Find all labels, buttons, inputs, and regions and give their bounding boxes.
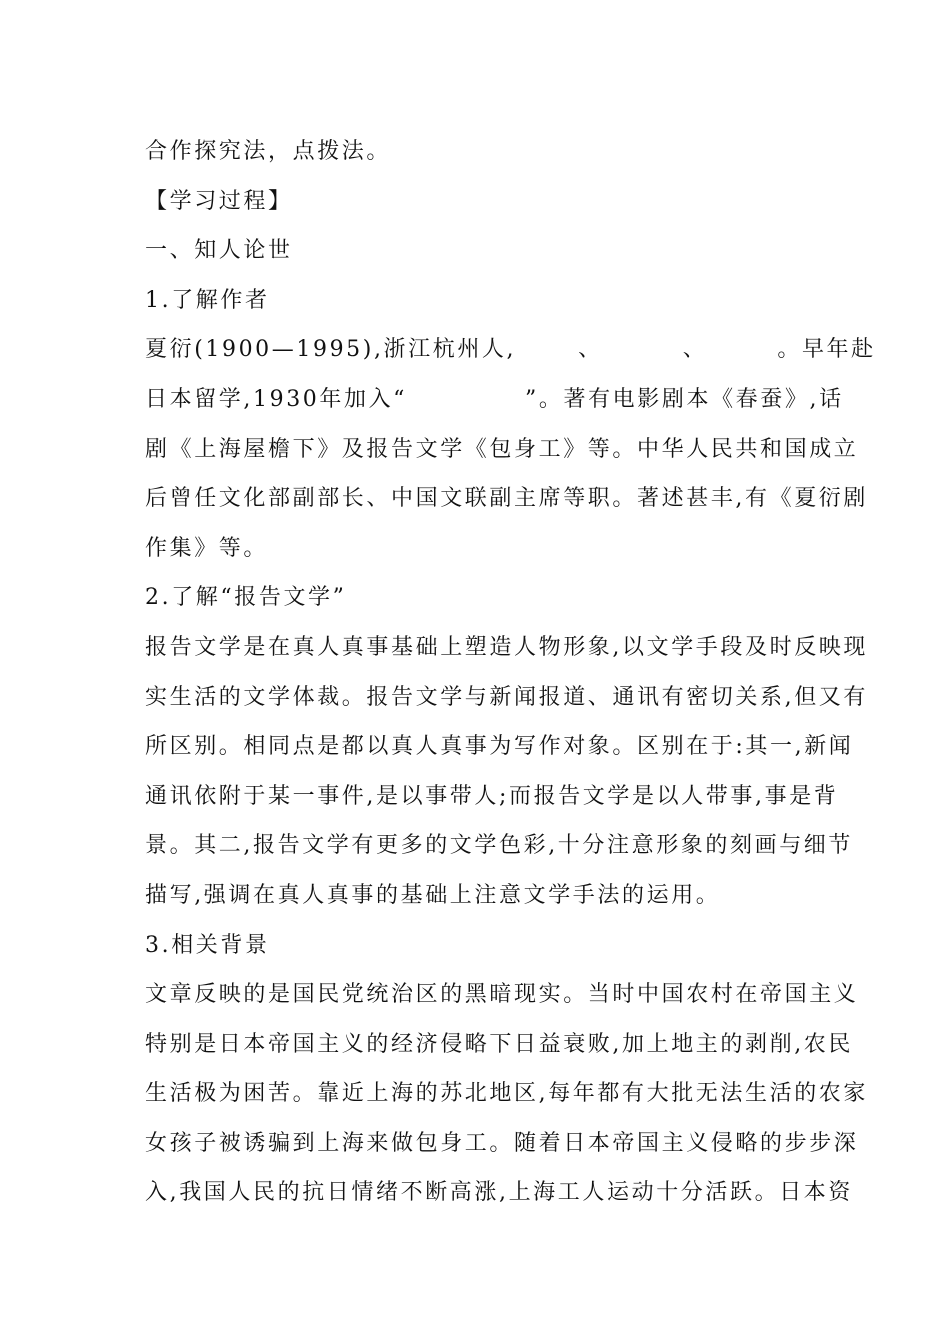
text-line: 作集》等。 <box>145 535 269 561</box>
text-line: 所区别。相同点是都以真人真事为写作对象。区别在于:其一,新闻 <box>145 734 854 760</box>
text-segment: ”。著有电影剧本《春蚕》,话 <box>525 386 844 412</box>
text-line: 描写,强调在真人真事的基础上注意文学手法的运用。 <box>145 882 721 908</box>
text-line-league-blank <box>145 375 844 425</box>
text-line: 通讯依附于某一事件,是以事带人;而报告文学是以人带事,事是背 <box>145 783 839 809</box>
subheading-reportage: 2.了解“报告文学” <box>145 585 347 611</box>
text-segment: 、 <box>578 337 603 363</box>
text-line: 景。其二,报告文学有更多的文学色彩,十分注意形象的刻画与细节 <box>145 833 853 859</box>
text-line: 特别是日本帝国主义的经济侵略下日益衰败,加上地主的剥削,农民 <box>145 1031 853 1057</box>
section-heading-learning-process: 【学习过程】 <box>145 188 293 214</box>
text-segment: 夏衍(1900—1995),浙江杭州人, <box>145 337 517 363</box>
text-line: 报告文学是在真人真事基础上塑造人物形象,以文学手段及时反映现 <box>145 634 868 660</box>
section-heading-1: 一、知人论世 <box>145 238 293 264</box>
text-line: 文章反映的是国民党统治区的黑暗现实。当时中国农村在帝国主义 <box>145 982 859 1008</box>
text-line: 生活极为困苦。靠近上海的苏北地区,每年都有大批无法生活的农家 <box>145 1081 868 1107</box>
text-line: 后曾任文化部副部长、中国文联副主席等职。著述甚丰,有《夏衍剧 <box>145 486 868 512</box>
text-segment: 。早年赴 <box>777 337 876 363</box>
text-line: 女孩子被诱骗到上海来做包身工。随着日本帝国主义侵略的步步深 <box>145 1130 859 1156</box>
text-line: 入,我国人民的抗日情绪不断高涨,上海工人运动十分活跃。日本资 <box>145 1180 853 1206</box>
text-line-author-blanks <box>145 325 876 375</box>
text-segment: 、 <box>682 337 708 363</box>
text-line: 剧《上海屋檐下》及报告文学《包身工》等。中华人民共和国成立 <box>145 436 859 462</box>
subheading-about-author: 1.了解作者 <box>145 287 270 313</box>
text-segment: 日本留学,1930年加入“ <box>145 386 408 412</box>
subheading-background: 3.相关背景 <box>145 932 270 958</box>
text-line: 合作探究法，点拨法。 <box>145 139 392 164</box>
document-page <box>145 127 876 1218</box>
text-line: 实生活的文学体裁。报告文学与新闻报道、通讯有密切关系,但又有 <box>145 684 868 710</box>
